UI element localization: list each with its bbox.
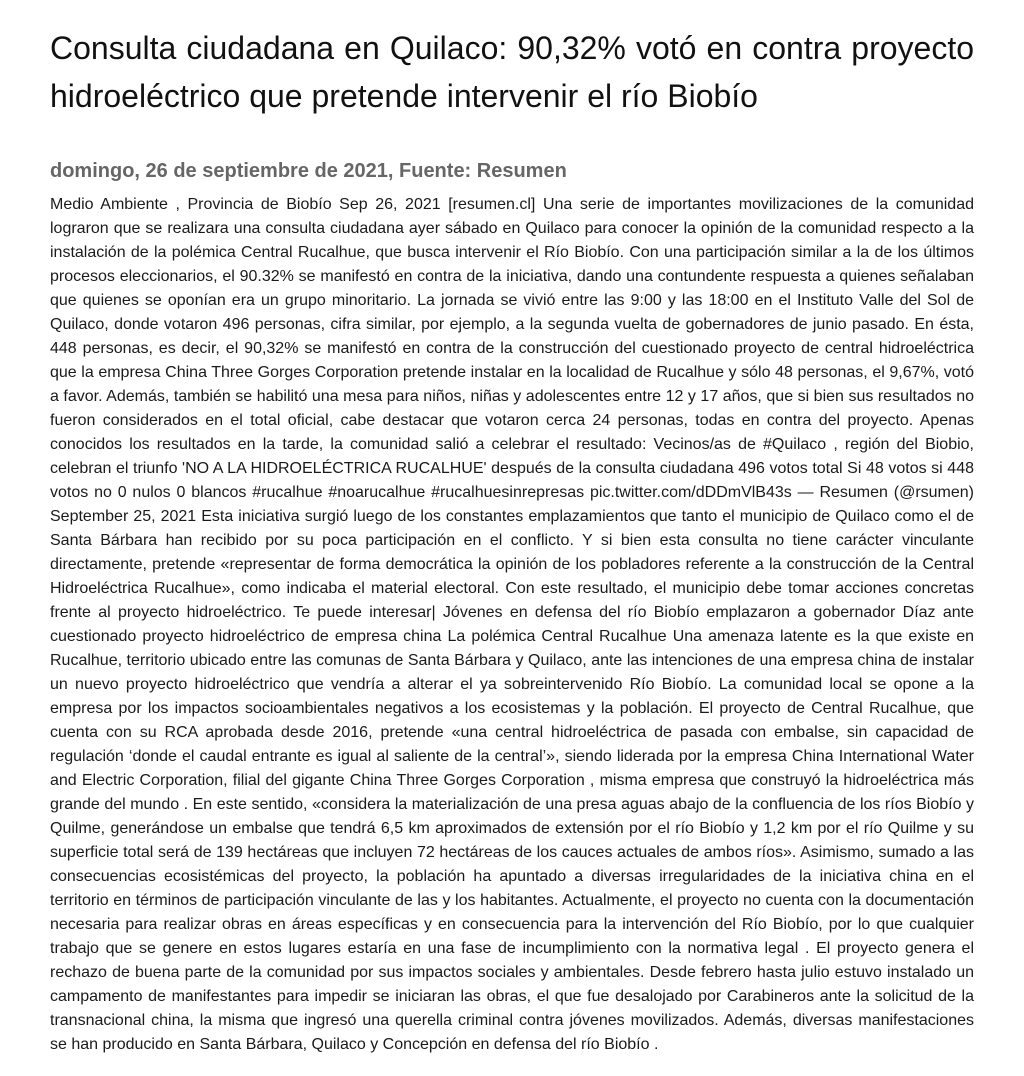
article-title: Consulta ciudadana en Quilaco: 90,32% votó en contra proyecto hidroeléctrico que pretende intervenir el río Biobío: [50, 30, 974, 114]
article-body: Medio Ambiente , Provincia de Biobío Sep 26, 2021 [resumen.cl] Una serie de importantes movilizaciones de la comunidad lograron que se realizara una consulta ciudadana ayer sábado en Quilaco para conocer la opinión de la comunidad respecto a la instalación de la polémica Central Rucalhue, que busca intervenir el Río Biobío. Con una participación similar a la de los últimos procesos eleccionarios, el 90.32% se manifestó en contra de la iniciativa, dando una contundente respuesta a quienes señalaban que quienes se oponían era un grupo minoritario. La jornada se vivió entre las 9:00 y las 18:00 en el Instituto Valle del Sol de Quilaco, donde votaron 496 personas, cifra similar, por ejemplo, a la segunda vuelta de gobernadores de junio pasado. En ésta, 448 personas, es decir, el 90,32% se manifestó en contra de la construcción del cuestionado proyecto de central hidroeléctrica que la empresa China Three Gorges Corporation pretende instalar en la localidad de Rucalhue y sólo 48 personas, el 9,67%, votó a favor. Además, también se habilitó una mesa para niños, niñas y adolescentes entre 12 y 17 años, que si bien sus resultados no fueron considerados en el total oficial, cabe destacar que votaron cerca 24 personas, todas en contra del proyecto. Apenas conocidos los resultados en la tarde, la comunidad salió a celebrar el resultado: Vecinos/as de #Quilaco , región del Biobio, celebran el triunfo 'NO A LA HIDROELÉCTRICA RUCALHUE' después de la consulta ciudadana 496 votos total Si 48 votos si 448 votos no 0 nulos 0 blancos #rucalhue #noarucalhue #rucalhuesinrepresas pic.twitter.com/dDDmVlB43s — Resumen (@rsumen) September 25, 2021 Esta iniciativa surgió luego de los constantes emplazamientos que tanto el municipio de Quilaco como el de Santa Bárbara han recibido por su poca participación en el conflicto. Y si bien esta consulta no tiene carácter vinculante directamente, pretende «representar de forma democrática la opinión de los pobladores referente a la construcción de la Central Hidroeléctrica Rucalhue», como indicaba el material electoral. Con este resultado, el municipio debe tomar acciones concretas frente al proyecto hidroeléctrico. Te puede interesar| Jóvenes en defensa del río Biobío emplazaron a gobernador Díaz ante cuestionado proyecto hidroeléctrico de empresa china La polémica Central Rucalhue Una amenaza latente es la que existe en Rucalhue, territorio ubicado entre las comunas de Santa Bárbara y Quilaco, ante las intenciones de una empresa china de instalar un nuevo proyecto hidroeléctrico que vendría a alterar el ya sobreintervenido Río Biobío. La comunidad local se opone a la empresa por los impactos socioambientales negativos a los ecosistemas y la población. El proyecto de Central Rucalhue, que cuenta con su RCA aprobada desde 2016, pretende «una central hidroeléctrica de pasada con embalse, sin capacidad de regulación ‘donde el caudal entrante es igual al saliente de la central’», siendo liderada por la empresa China International Water and Electric Corporation, filial del gigante China Three Gorges Corporation , misma empresa que construyó la hidroeléctrica más grande del mundo . En este sentido, «considera la materialización de una presa aguas abajo de la confluencia de los ríos Biobío y Quilme, generándose un embalse que tendrá 6,5 km aproximados de extensión por el río Biobío y 1,2 km por el río Quilme y su superficie total será de 139 hectáreas que incluyen 72 hectáreas de los cauces actuales de ambos ríos». Asimismo, sumado a las consecuencias ecosistémicas del proyecto, la población ha apuntado a diversas irregularidades de la iniciativa china en el territorio en términos de participación vinculante de las y los habitantes. Actualmente, el proyecto no cuenta con la documentación necesaria para realizar obras en áreas específicas y en consecuencia para la intervención del Río Biobío, por lo que cualquier trabajo que se genere en estos lugares estaría en una fase de incumplimiento con la normativa legal . El proyecto genera el rechazo de buena parte de la comunidad por sus impactos sociales y ambientales. Desde febrero hasta julio estuvo instalado un campamento de manifestantes para impedir se iniciaran las obras, el que fue desalojado por Carabineros ante la solicitud de la transnacional china, la misma que ingresó una querella criminal contra jóvenes movilizados. Además, diversas manifestaciones se han producido en Santa Bárbara, Quilaco y Concepción en defensa del río Biobío .: [50, 196, 974, 1053]
article-date-source: domingo, 26 de septiembre de 2021, Fuente: Resumen: [50, 160, 567, 182]
article: [50, 24, 974, 1057]
